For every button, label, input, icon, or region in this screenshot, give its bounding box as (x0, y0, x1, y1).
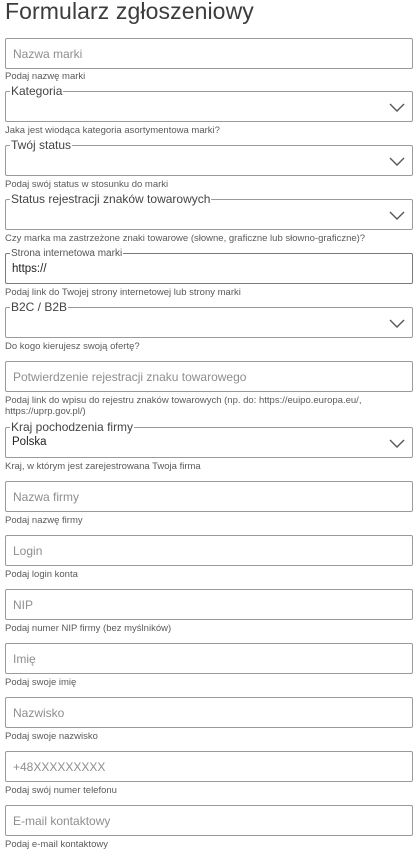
chevron-down-icon (389, 101, 405, 113)
category-select[interactable] (5, 84, 413, 122)
nip-help: Podaj numer NIP firmy (bez myślników) (5, 623, 172, 634)
category-help: Jaka jest wiodąca kategoria asortymentowa marki? (5, 125, 220, 136)
trademark-confirmation-input[interactable] (5, 361, 413, 392)
trademark-confirmation-help: Podaj link do wpisu do rejestru znaków towarowych (np. do: https://euipo.europa.eu/, https://uprp.gov.pl/) (5, 395, 362, 417)
company-name-help: Podaj nazwę firmy (5, 515, 83, 526)
your-status-select[interactable] (5, 138, 413, 176)
chevron-down-icon (389, 155, 405, 167)
chevron-down-icon (389, 209, 405, 221)
chevron-down-icon (389, 437, 405, 449)
your-status-label: Twój status (11, 138, 72, 152)
company-name-input[interactable] (5, 481, 413, 512)
country-label: Kraj pochodzenia firmy (11, 420, 134, 434)
brand-name-help: Podaj nazwę marki (5, 71, 86, 82)
category-label: Kategoria (11, 84, 63, 98)
brand-name-placeholder: Nazwa marki (13, 47, 83, 61)
first-name-help: Podaj swoje imię (5, 677, 77, 688)
email-help: Podaj e-mail kontaktowy (5, 839, 108, 850)
b2c-b2b-select[interactable] (5, 300, 413, 338)
phone-input[interactable] (5, 751, 413, 782)
trademark-status-label: Status rejestracji znaków towarowych (11, 192, 211, 206)
your-status-help: Podaj swój status w stosunku do marki (5, 179, 169, 190)
country-select[interactable] (5, 420, 413, 458)
last-name-help: Podaj swoje nazwisko (5, 731, 98, 742)
login-input[interactable] (5, 535, 413, 566)
login-placeholder: Login (13, 544, 43, 558)
email-input[interactable] (5, 805, 413, 836)
email-placeholder: E-mail kontaktowy (13, 814, 111, 828)
nip-input[interactable] (5, 589, 413, 620)
first-name-placeholder: Imię (13, 652, 36, 666)
first-name-input[interactable] (5, 643, 413, 674)
country-help: Kraj, w którym jest zarejestrowana Twoja firma (5, 461, 201, 472)
last-name-input[interactable] (5, 697, 413, 728)
login-help: Podaj login konta (5, 569, 78, 580)
b2c-b2b-label: B2C / B2B (11, 300, 68, 314)
nip-placeholder: NIP (13, 598, 34, 612)
phone-help: Podaj swój numer telefonu (5, 785, 117, 796)
brand-name-input[interactable] (5, 38, 413, 69)
website-input[interactable] (5, 248, 413, 284)
trademark-status-help: Czy marka ma zastrzeżone znaki towarowe (słowne, graficzne lub słowno-graficzne)? (5, 233, 366, 244)
company-name-placeholder: Nazwa firmy (13, 490, 80, 504)
trademark-confirmation-placeholder: Potwierdzenie rejestracji znaku towarowego (13, 370, 247, 384)
trademark-status-select[interactable] (5, 192, 413, 230)
website-value: https:// (12, 263, 47, 275)
chevron-down-icon (389, 317, 405, 329)
page-title: Formularz zgłoszeniowy (5, 0, 254, 24)
website-help: Podaj link do Twojej strony internetowej lub strony marki (5, 287, 241, 298)
country-value: Polska (12, 436, 47, 448)
last-name-placeholder: Nazwisko (13, 706, 65, 720)
b2c-b2b-help: Do kogo kierujesz swoją ofertę? (5, 341, 140, 352)
website-label: Strona internetowa marki (11, 248, 123, 259)
phone-placeholder: +48XXXXXXXXX (13, 760, 106, 774)
